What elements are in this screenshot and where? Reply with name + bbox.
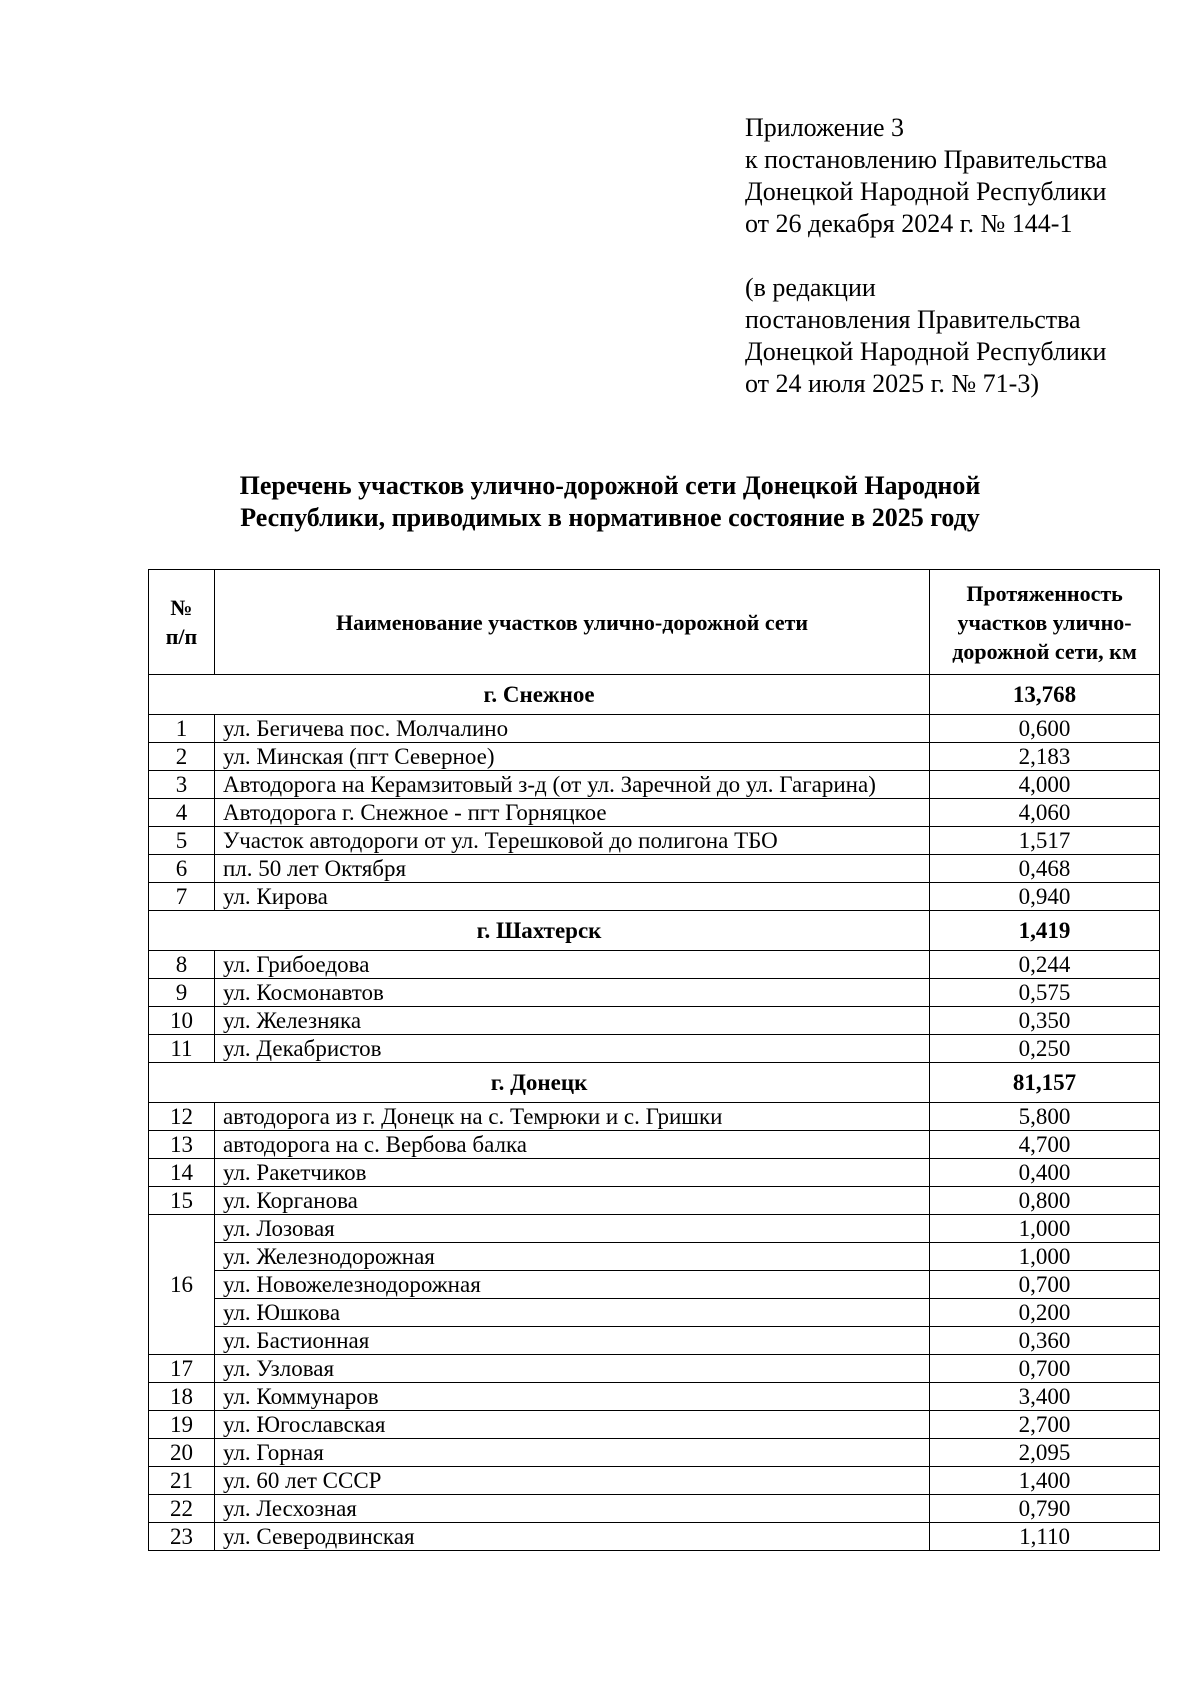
road-name: ул. 60 лет СССР xyxy=(214,1467,929,1495)
road-length: 0,250 xyxy=(930,1035,1160,1063)
row-number: 9 xyxy=(149,979,215,1007)
row-number: 20 xyxy=(149,1439,215,1467)
table-row xyxy=(149,743,1160,771)
section-total: 13,768 xyxy=(930,675,1160,715)
document-title xyxy=(150,470,1070,534)
row-number: 14 xyxy=(149,1159,215,1187)
table-row xyxy=(149,715,1160,743)
edition-line: постановления Правительства xyxy=(745,305,1081,334)
road-name: ул. Железняка xyxy=(214,1007,929,1035)
road-length: 0,700 xyxy=(930,1271,1160,1299)
road-length: 0,350 xyxy=(930,1007,1160,1035)
header-num-line: № xyxy=(170,595,193,620)
row-number: 5 xyxy=(149,827,215,855)
row-number: 17 xyxy=(149,1355,215,1383)
table-row xyxy=(149,1103,1160,1131)
road-length: 4,700 xyxy=(930,1131,1160,1159)
road-length: 0,200 xyxy=(930,1299,1160,1327)
table-row xyxy=(149,979,1160,1007)
road-name: ул. Лесхозная xyxy=(214,1495,929,1523)
table-row xyxy=(149,1467,1160,1495)
road-name: ул. Лозовая xyxy=(214,1215,929,1243)
road-name: ул. Минская (пгт Северное) xyxy=(214,743,929,771)
table-row xyxy=(149,1159,1160,1187)
appendix-line: Донецкой Народной Республики xyxy=(745,177,1107,206)
road-name: пл. 50 лет Октября xyxy=(214,855,929,883)
road-length: 0,790 xyxy=(930,1495,1160,1523)
row-number: 1 xyxy=(149,715,215,743)
title-line: Перечень участков улично-дорожной сети Донецкой Народной xyxy=(239,471,981,500)
road-length: 1,400 xyxy=(930,1467,1160,1495)
table-row xyxy=(149,1035,1160,1063)
section-city: г. Снежное xyxy=(149,675,930,715)
row-number: 11 xyxy=(149,1035,215,1063)
road-length: 0,940 xyxy=(930,883,1160,911)
road-length: 0,600 xyxy=(930,715,1160,743)
table-row xyxy=(149,1007,1160,1035)
row-number: 16 xyxy=(149,1215,215,1355)
header-length xyxy=(930,570,1160,675)
road-name: ул. Узловая xyxy=(214,1355,929,1383)
row-number: 3 xyxy=(149,771,215,799)
table-row xyxy=(149,1187,1160,1215)
table-row xyxy=(149,1383,1160,1411)
table-row xyxy=(149,855,1160,883)
appendix-block xyxy=(745,112,1107,400)
header-length-line: участков улично- xyxy=(957,609,1132,635)
table-row xyxy=(149,827,1160,855)
title-line: Республики, приводимых в нормативное состояние в 2025 году xyxy=(240,503,980,532)
table-row xyxy=(149,1271,1160,1299)
road-length: 4,060 xyxy=(930,799,1160,827)
appendix-line: Приложение 3 xyxy=(745,113,905,142)
row-number: 4 xyxy=(149,799,215,827)
road-length: 1,000 xyxy=(930,1243,1160,1271)
row-number: 23 xyxy=(149,1523,215,1551)
road-length: 5,800 xyxy=(930,1103,1160,1131)
table-body xyxy=(149,675,1160,1551)
road-name: ул. Юшкова xyxy=(214,1299,929,1327)
row-number: 22 xyxy=(149,1495,215,1523)
table-row xyxy=(149,1495,1160,1523)
row-number: 7 xyxy=(149,883,215,911)
section-row xyxy=(149,675,1160,715)
road-name: ул. Ракетчиков xyxy=(214,1159,929,1187)
appendix-gap xyxy=(745,240,1107,272)
table-row xyxy=(149,1243,1160,1271)
road-name: ул. Бастионная xyxy=(214,1327,929,1355)
road-length: 0,800 xyxy=(930,1187,1160,1215)
road-name: Автодорога на Керамзитовый з-д (от ул. Заречной до ул. Гагарина) xyxy=(214,771,929,799)
road-name: ул. Декабристов xyxy=(214,1035,929,1063)
row-number: 19 xyxy=(149,1411,215,1439)
road-name: ул. Железнодорожная xyxy=(214,1243,929,1271)
road-sections-table xyxy=(148,569,1160,1551)
road-name: Участок автодороги от ул. Терешковой до полигона ТБО xyxy=(214,827,929,855)
appendix-line: от 26 декабря 2024 г. № 144-1 xyxy=(745,209,1073,238)
road-name: автодорога на с. Вербова балка xyxy=(214,1131,929,1159)
road-length: 0,360 xyxy=(930,1327,1160,1355)
table-row xyxy=(149,1411,1160,1439)
table-row xyxy=(149,1355,1160,1383)
section-city: г. Донецк xyxy=(149,1063,930,1103)
road-name: ул. Космонавтов xyxy=(214,979,929,1007)
edition-line: Донецкой Народной Республики xyxy=(745,337,1107,366)
table-row xyxy=(149,1215,1160,1243)
header-length-line: дорожной сети, км xyxy=(952,638,1137,664)
table-row xyxy=(149,883,1160,911)
road-length: 1,517 xyxy=(930,827,1160,855)
road-name: ул. Бегичева пос. Молчалино xyxy=(214,715,929,743)
row-number: 12 xyxy=(149,1103,215,1131)
table-row xyxy=(149,799,1160,827)
row-number: 6 xyxy=(149,855,215,883)
section-row xyxy=(149,1063,1160,1103)
road-length: 1,110 xyxy=(930,1523,1160,1551)
road-name: ул. Кирова xyxy=(214,883,929,911)
road-name: автодорога из г. Донецк на с. Темрюки и с. Гришки xyxy=(214,1103,929,1131)
row-number: 21 xyxy=(149,1467,215,1495)
road-length: 0,468 xyxy=(930,855,1160,883)
road-length: 1,000 xyxy=(930,1215,1160,1243)
edition-line: от 24 июля 2025 г. № 71-3) xyxy=(745,369,1039,398)
row-number: 15 xyxy=(149,1187,215,1215)
edition-line: (в редакции xyxy=(745,273,876,302)
table-row xyxy=(149,771,1160,799)
table-row xyxy=(149,1299,1160,1327)
road-length: 0,700 xyxy=(930,1355,1160,1383)
row-number: 18 xyxy=(149,1383,215,1411)
section-city: г. Шахтерск xyxy=(149,911,930,951)
road-name: ул. Грибоедова xyxy=(214,951,929,979)
road-name: ул. Новожелезнодорожная xyxy=(214,1271,929,1299)
road-name: Автодорога г. Снежное - пгт Горняцкое xyxy=(214,799,929,827)
row-number: 8 xyxy=(149,951,215,979)
road-name: ул. Горная xyxy=(214,1439,929,1467)
table-row xyxy=(149,1131,1160,1159)
road-length: 4,000 xyxy=(930,771,1160,799)
header-num xyxy=(149,570,215,675)
table-header-row xyxy=(149,570,1160,675)
table-row xyxy=(149,951,1160,979)
table-row xyxy=(149,1327,1160,1355)
section-total: 81,157 xyxy=(930,1063,1160,1103)
row-number: 10 xyxy=(149,1007,215,1035)
road-length: 0,244 xyxy=(930,951,1160,979)
road-name: ул. Корганова xyxy=(214,1187,929,1215)
table-row xyxy=(149,1523,1160,1551)
header-num-line: п/п xyxy=(165,624,198,649)
road-length: 2,700 xyxy=(930,1411,1160,1439)
appendix-line: к постановлению Правительства xyxy=(745,145,1108,174)
road-name: ул. Северодвинская xyxy=(214,1523,929,1551)
road-name: ул. Коммунаров xyxy=(214,1383,929,1411)
road-length: 2,095 xyxy=(930,1439,1160,1467)
row-number: 2 xyxy=(149,743,215,771)
header-name: Наименование участков улично-дорожной сети xyxy=(214,570,929,675)
section-row xyxy=(149,911,1160,951)
road-length: 3,400 xyxy=(930,1383,1160,1411)
road-name: ул. Югославская xyxy=(214,1411,929,1439)
road-length: 0,575 xyxy=(930,979,1160,1007)
road-length: 2,183 xyxy=(930,743,1160,771)
road-length: 0,400 xyxy=(930,1159,1160,1187)
table-row xyxy=(149,1439,1160,1467)
row-number: 13 xyxy=(149,1131,215,1159)
section-total: 1,419 xyxy=(930,911,1160,951)
header-length-line: Протяженность xyxy=(966,580,1123,606)
